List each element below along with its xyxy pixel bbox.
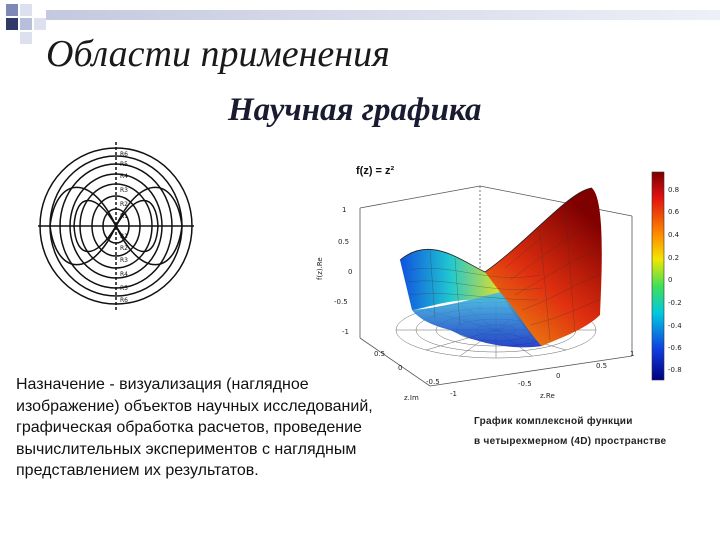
- deco-bar: [46, 10, 720, 20]
- field-lines-image: [36, 142, 196, 310]
- z-tick: 0.5: [338, 238, 350, 246]
- z-tick: 0: [348, 268, 353, 276]
- z-tick: -0.5: [334, 298, 348, 306]
- field-label: R5: [120, 161, 128, 168]
- x-axis-label: z.Im: [404, 394, 419, 400]
- x-tick: -1: [450, 390, 457, 398]
- colorbar-tick: 0.8: [668, 186, 680, 194]
- caption-line: в четырехмерном (4D) пространстве: [474, 436, 667, 447]
- field-label: R6: [120, 297, 128, 304]
- colorbar: [652, 172, 664, 380]
- colorbar-tick: 0.2: [668, 254, 680, 262]
- field-label: R3: [120, 187, 128, 194]
- y-tick: -0.5: [518, 380, 532, 388]
- deco-square: [20, 18, 32, 30]
- colorbar-tick: -0.8: [668, 366, 682, 374]
- colorbar-tick: 0.4: [668, 231, 680, 239]
- field-label: R1: [120, 213, 128, 220]
- plot-caption: [474, 412, 666, 452]
- y-axis-label: z.Re: [540, 392, 555, 400]
- field-label: R2: [120, 201, 128, 208]
- deco-square: [6, 4, 18, 16]
- z-tick: 1: [342, 206, 347, 214]
- colorbar-tick: 0: [668, 276, 673, 284]
- caption-line: График комплексной функции: [474, 416, 633, 427]
- z-axis-label: f(z).Re: [316, 257, 324, 280]
- x-tick: 0.5: [374, 350, 386, 358]
- field-label: R2: [120, 245, 128, 252]
- y-tick: 0: [556, 372, 561, 380]
- colorbar-tick: -0.4: [668, 322, 682, 330]
- slide-title: Области применения: [46, 33, 390, 75]
- plot-formula: f(z) = z²: [356, 165, 395, 177]
- deco-square: [6, 18, 18, 30]
- y-tick: 0.5: [596, 362, 608, 370]
- x-tick: 0: [398, 364, 403, 372]
- field-label: R1: [120, 233, 128, 240]
- field-label: R5: [120, 285, 128, 292]
- complex-function-plot: [300, 150, 710, 400]
- field-label: R3: [120, 257, 128, 264]
- description-text: Назначение - визуализация (наглядное изображение) объектов научных исследований, графическая обработка расчетов, проведение вычислительных экспериментов с наглядным представлением их результатов.: [16, 376, 373, 479]
- z-tick: -1: [342, 328, 349, 336]
- deco-square: [20, 4, 32, 16]
- y-tick: 1: [630, 350, 635, 358]
- saddle-surface: [400, 188, 602, 347]
- deco-square: [34, 18, 46, 30]
- field-label: R6: [120, 151, 128, 158]
- x-tick: -0.5: [426, 378, 440, 386]
- deco-square: [20, 32, 32, 44]
- colorbar-tick: -0.2: [668, 299, 682, 307]
- colorbar-tick: 0.6: [668, 208, 680, 216]
- field-label: R4: [120, 173, 128, 180]
- colorbar-tick: -0.6: [668, 344, 682, 352]
- slide-subtitle: Научная графика: [228, 92, 482, 128]
- field-label: R4: [120, 271, 128, 278]
- field-lines: [38, 142, 194, 310]
